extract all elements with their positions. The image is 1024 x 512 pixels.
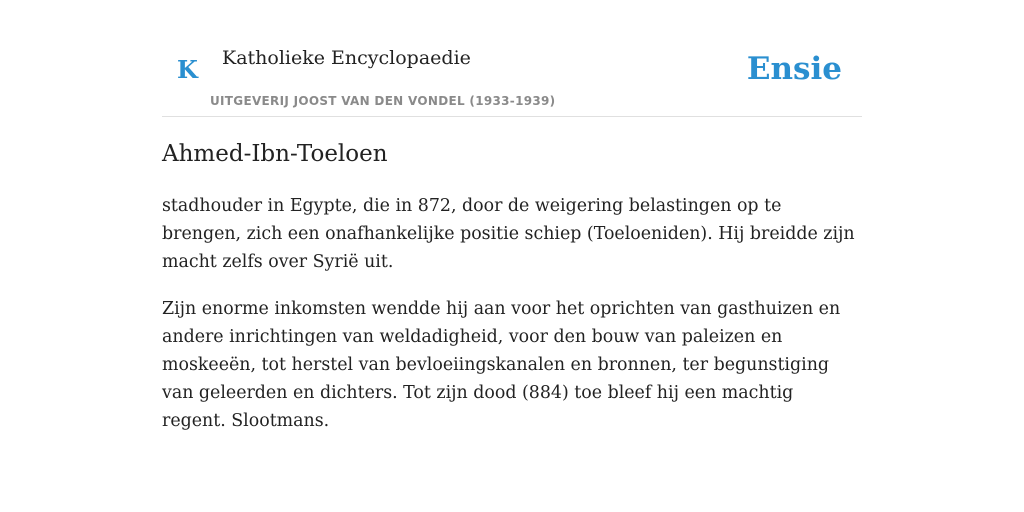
ensie-brand-link[interactable]: Ensie xyxy=(746,51,842,87)
page-container xyxy=(162,0,862,431)
encyclopedia-logo-link[interactable]: K xyxy=(177,55,198,84)
publisher-subtitle: UITGEVERIJ JOOST VAN DEN VONDEL (1933-1939) xyxy=(210,94,556,108)
encyclopedia-title-link[interactable]: Katholieke Encyclopaedie xyxy=(222,47,471,69)
entry-body xyxy=(162,192,862,454)
entry-title: Ahmed-Ibn-Toeloen xyxy=(162,141,388,167)
entry-paragraph: Zijn enorme inkomsten wendde hij aan voor het oprichten van gasthuizen en andere inrichtingen van weldadigheid, voor den bouw van paleizen en moskeeën, tot herstel van bevloeiingskanalen en bronnen, ter begunstiging van geleerden en dichters. Tot zijn dood (884) toe bleef hij een machtig regent. Slootmans. xyxy=(162,299,841,431)
entry-paragraph: stadhouder in Egypte, die in 872, door de weigering belastingen op te brengen, zich een onafhankelijke positie schiep (Toeloeniden). Hij breidde zijn macht zelfs over Syrië uit. xyxy=(162,196,855,272)
site-header xyxy=(162,0,862,117)
